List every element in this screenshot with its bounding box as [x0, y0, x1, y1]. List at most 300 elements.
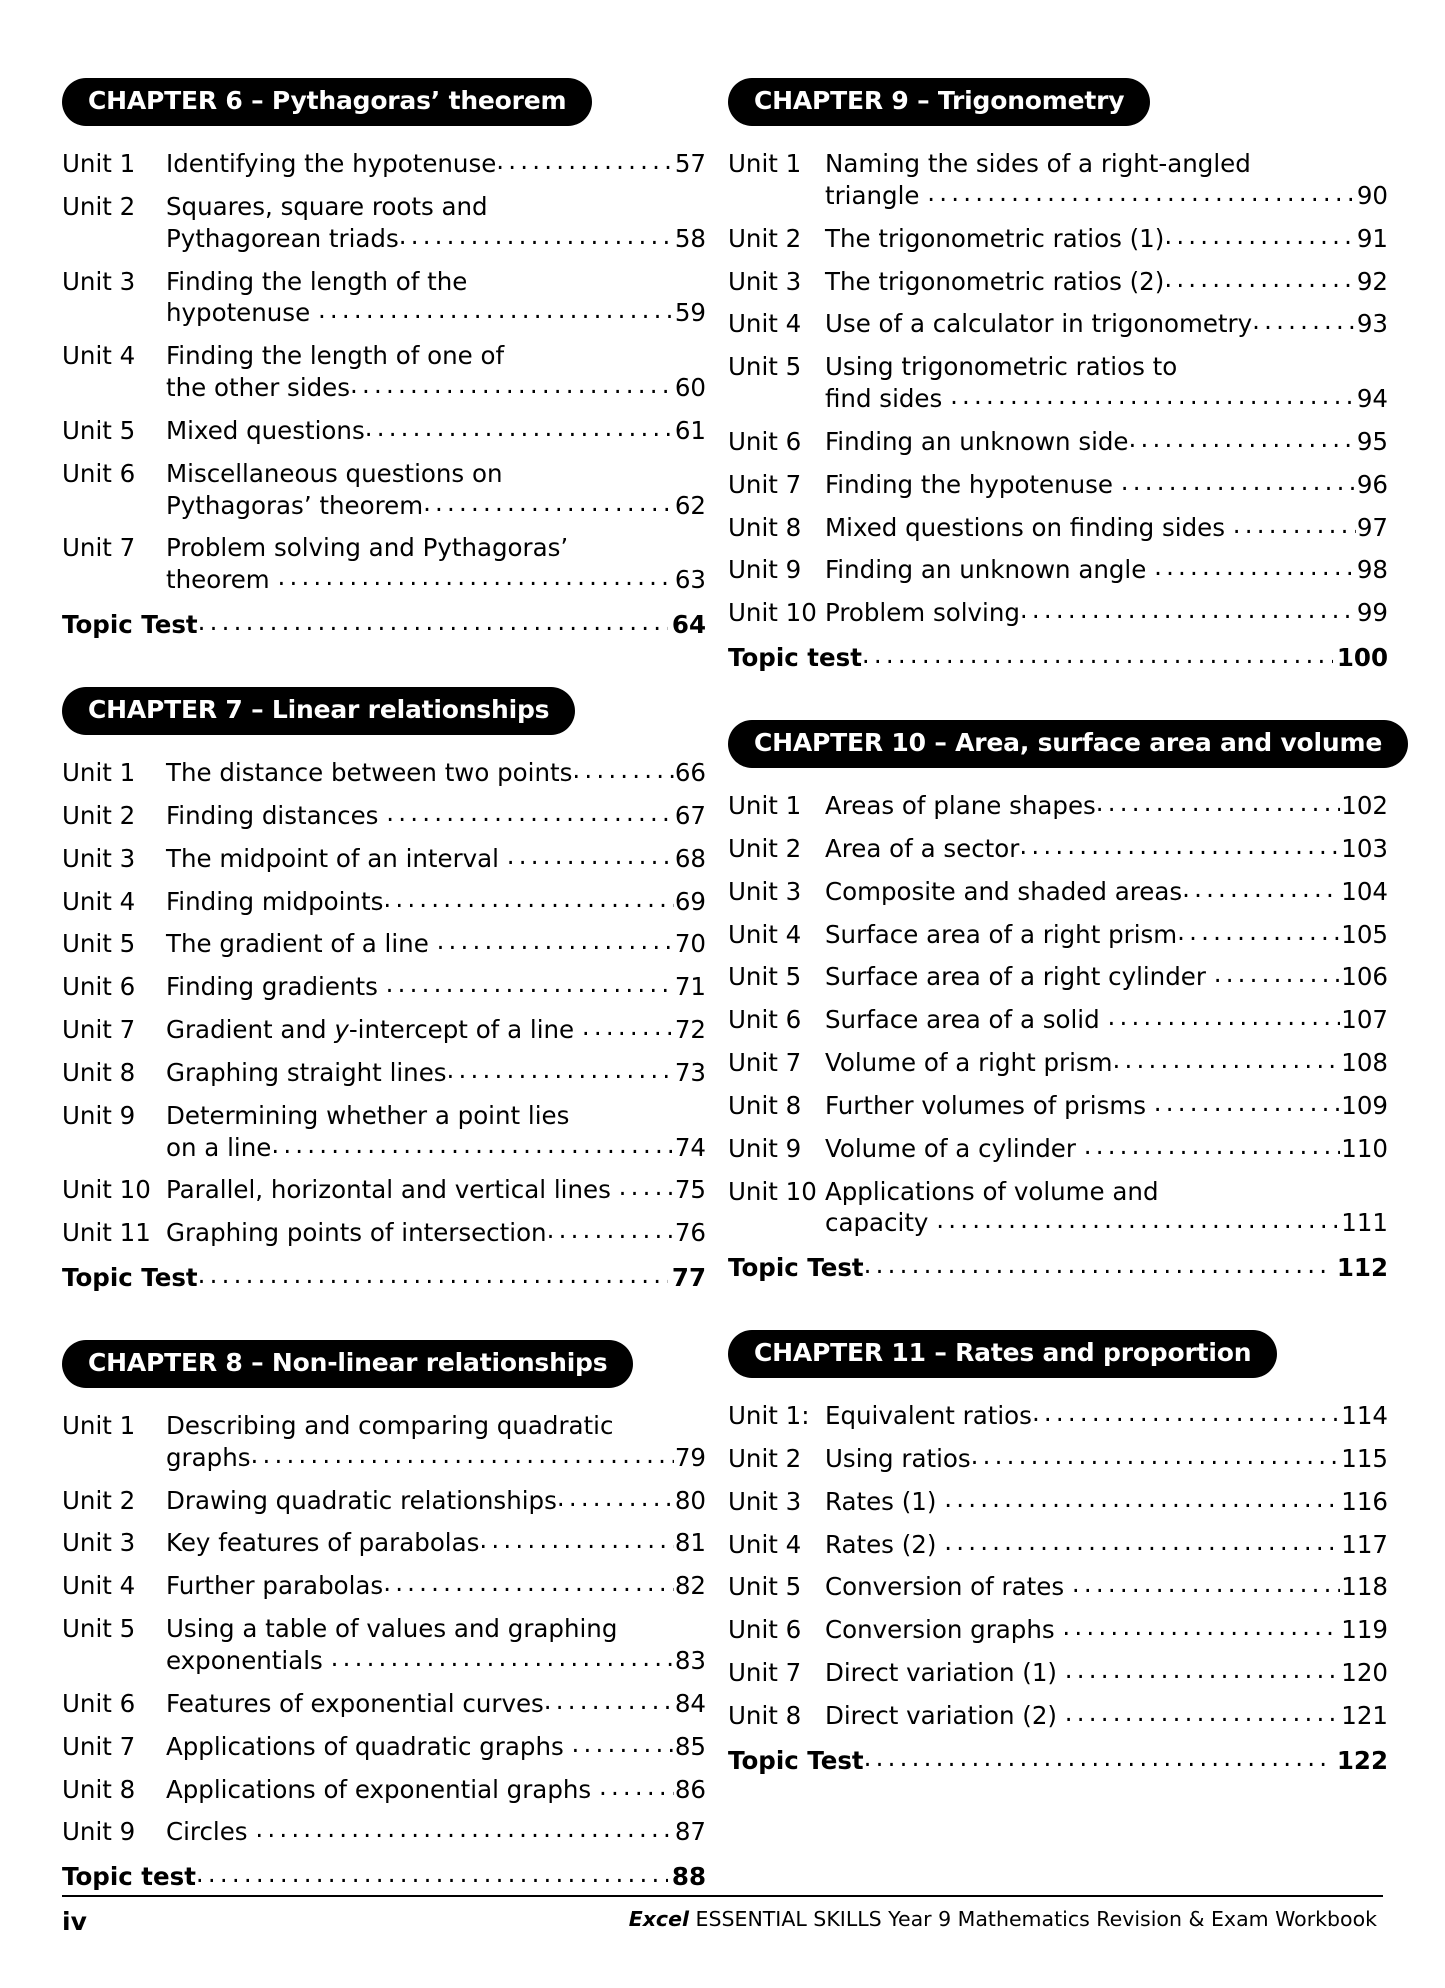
unit-title-leader-line — [166, 1442, 706, 1474]
unit-row — [62, 928, 706, 960]
page-number: 114 — [1341, 1401, 1388, 1431]
dot-leader — [277, 561, 673, 593]
unit-row — [62, 971, 706, 1003]
dot-leader — [944, 1526, 1340, 1558]
unit-label: Unit 4 — [728, 309, 802, 339]
chapter-heading-pill: CHAPTER 9 – Trigonometry — [728, 78, 1150, 126]
unit-title-leader-line — [825, 1004, 1388, 1036]
unit-title-leader-line — [166, 1774, 706, 1806]
unit-title: triangle — [825, 180, 928, 210]
unit-body — [166, 971, 706, 1003]
unit-title-leader-line — [166, 843, 706, 875]
unit-title-line1: Describing and comparing quadratic — [166, 1410, 614, 1440]
unit-body — [166, 458, 706, 522]
unit-row — [728, 554, 1388, 586]
dot-leader — [1062, 1611, 1340, 1643]
unit-row — [728, 961, 1388, 993]
unit-body — [166, 1100, 706, 1164]
unit-body — [825, 1176, 1388, 1240]
page-number: 91 — [1356, 223, 1388, 253]
unit-row — [728, 919, 1388, 951]
topic-test-body — [62, 1262, 706, 1294]
page-number: 90 — [1356, 180, 1388, 210]
unit-title-leader-line — [825, 597, 1388, 629]
topic-test-label: Topic test — [728, 643, 862, 673]
page-number: 80 — [674, 1485, 706, 1515]
page-number: 120 — [1341, 1658, 1388, 1688]
unit-row — [728, 1047, 1388, 1079]
unit-label: Unit 1 — [728, 790, 802, 820]
dot-leader — [365, 412, 674, 444]
topic-test-row — [728, 642, 1388, 674]
unit-title-leader-line — [166, 1014, 706, 1046]
unit-title: Applications of quadratic graphs — [166, 1731, 572, 1761]
unit-title: Features of exponential curves — [166, 1688, 544, 1718]
dot-leader — [1084, 1130, 1341, 1162]
dot-leader — [862, 639, 1333, 671]
unit-title-leader-line — [166, 1731, 706, 1763]
unit-label: Unit 1: — [728, 1401, 810, 1431]
page-number: 70 — [674, 929, 706, 959]
topic-test-row — [62, 609, 706, 641]
dot-leader — [944, 1483, 1340, 1515]
dot-leader — [350, 369, 674, 401]
unit-label: Unit 10 — [728, 1176, 817, 1206]
unit-label: Unit 2 — [728, 833, 802, 863]
unit-body — [166, 1527, 706, 1559]
dot-leader — [1252, 305, 1356, 337]
topic-test-label: Topic test — [62, 1862, 196, 1892]
unit-title-leader-line — [825, 223, 1388, 255]
unit-body — [825, 426, 1388, 458]
unit-title-leader-line — [166, 886, 706, 918]
unit-label: Unit 5 — [728, 962, 802, 992]
page-number: 63 — [674, 565, 706, 595]
unit-body — [166, 886, 706, 918]
page-number: 107 — [1341, 1005, 1388, 1035]
page-number: 115 — [1341, 1443, 1388, 1473]
unit-title: Composite and shaded areas — [825, 876, 1183, 906]
page-number: 111 — [1341, 1208, 1388, 1238]
unit-title: Surface area of a right cylinder — [825, 962, 1214, 992]
dot-leader — [1154, 1087, 1340, 1119]
page-number: 68 — [674, 843, 706, 873]
unit-title-leader-line — [166, 1688, 706, 1720]
unit-body — [166, 1688, 706, 1720]
unit-body — [825, 1400, 1388, 1432]
unit-label: Unit 8 — [728, 1090, 802, 1120]
unit-title-leader-line — [166, 1816, 706, 1848]
unit-row — [62, 1816, 706, 1848]
unit-body — [825, 919, 1388, 951]
dot-leader — [557, 1482, 674, 1514]
unit-row — [62, 1774, 706, 1806]
unit-row — [62, 800, 706, 832]
unit-row — [62, 1485, 706, 1517]
dot-leader — [399, 220, 674, 252]
unit-row — [62, 1174, 706, 1206]
unit-row — [62, 532, 706, 596]
unit-title-leader-line — [728, 1252, 1388, 1284]
unit-title: Drawing quadratic relationships — [166, 1485, 557, 1515]
dot-leader — [1019, 830, 1340, 862]
unit-body — [825, 266, 1388, 298]
unit-body — [825, 790, 1388, 822]
dot-leader — [950, 380, 1356, 412]
topic-test-body — [728, 642, 1388, 674]
unit-title-leader-line — [166, 1527, 706, 1559]
unit-title: Volume of a right prism — [825, 1048, 1113, 1078]
unit-row — [728, 1529, 1388, 1561]
unit-body — [166, 1410, 706, 1474]
unit-body — [825, 597, 1388, 629]
toc-columns — [62, 78, 1388, 1919]
unit-title: Mixed questions on finding sides — [825, 512, 1233, 542]
unit-title-leader-line — [825, 1571, 1388, 1603]
unit-title-leader-line — [62, 1262, 706, 1294]
page-number: 76 — [674, 1218, 706, 1248]
unit-title: Area of a sector — [825, 833, 1020, 863]
unit-label: Unit 7 — [728, 1658, 802, 1688]
unit-title-leader-line — [166, 928, 706, 960]
toc-left-column — [62, 78, 706, 1919]
unit-list — [728, 790, 1388, 1284]
page-number: 110 — [1341, 1133, 1388, 1163]
unit-title: capacity — [825, 1208, 937, 1238]
unit-title: Rates (2) — [825, 1529, 945, 1559]
unit-title-leader-line — [166, 372, 706, 404]
unit-title-line1: Finding the length of the — [166, 266, 468, 296]
page-number: 116 — [1341, 1486, 1388, 1516]
page-number: 79 — [674, 1442, 706, 1472]
page-number: 86 — [674, 1774, 706, 1804]
page-number: 119 — [1341, 1615, 1388, 1645]
unit-row — [728, 1657, 1388, 1689]
unit-title-leader-line — [62, 609, 706, 641]
unit-body — [166, 191, 706, 255]
unit-label: Unit 7 — [728, 1048, 802, 1078]
unit-title-leader-line — [825, 876, 1388, 908]
page-number: 112 — [1336, 1253, 1388, 1283]
unit-title: Graphing points of intersection — [166, 1218, 547, 1248]
unit-label: Unit 9 — [62, 1100, 136, 1130]
unit-body — [166, 1816, 706, 1848]
unit-body — [166, 148, 706, 180]
unit-row — [728, 351, 1388, 415]
unit-title: theorem — [166, 565, 278, 595]
page-footer — [62, 1895, 1383, 1936]
unit-title-leader-line — [166, 971, 706, 1003]
unit-body — [166, 340, 706, 404]
dot-leader — [572, 1728, 674, 1760]
unit-label: Unit 6 — [728, 1615, 802, 1645]
unit-body — [166, 843, 706, 875]
unit-body — [825, 1047, 1388, 1079]
page-number: 57 — [674, 149, 706, 178]
unit-body — [166, 1485, 706, 1517]
page-number: 77 — [671, 1263, 706, 1293]
dot-leader — [599, 1771, 674, 1803]
unit-body — [825, 223, 1388, 255]
topic-test-row — [62, 1262, 706, 1294]
page-number: 96 — [1356, 469, 1388, 499]
dot-leader — [1121, 466, 1356, 498]
chapter-heading-pill: CHAPTER 6 – Pythagoras’ theorem — [62, 78, 592, 126]
chapter-section — [62, 78, 706, 641]
dot-leader — [547, 1214, 674, 1246]
unit-title: Pythagoras’ theorem — [166, 490, 424, 520]
dot-leader — [1113, 1044, 1341, 1076]
unit-label: Unit 9 — [728, 1133, 802, 1163]
unit-body — [825, 1700, 1388, 1732]
dot-leader — [572, 754, 673, 786]
unit-row — [728, 266, 1388, 298]
topic-test-label: Topic Test — [62, 610, 198, 640]
unit-title: hypotenuse — [166, 298, 318, 328]
dot-leader — [619, 1171, 674, 1203]
page-number: 93 — [1356, 309, 1388, 339]
page-number: 87 — [674, 1817, 706, 1847]
unit-title-line1: Finding the length of one of — [166, 341, 505, 371]
dot-leader — [864, 1249, 1333, 1281]
unit-label: Unit 10 — [62, 1175, 151, 1205]
unit-title-leader-line — [166, 148, 706, 180]
unit-label: Unit 6 — [62, 1688, 136, 1718]
unit-body — [166, 1570, 706, 1602]
page-number: 122 — [1336, 1745, 1388, 1775]
dot-leader — [386, 797, 674, 829]
unit-title: Finding gradients — [166, 972, 386, 1002]
footer-brand: Excel — [628, 1907, 689, 1931]
unit-label: Unit 5 — [62, 929, 136, 959]
topic-test-row — [728, 1252, 1388, 1284]
unit-label: Unit 8 — [728, 1701, 802, 1730]
unit-list — [728, 1400, 1388, 1777]
unit-row — [62, 1570, 706, 1602]
dot-leader — [383, 1567, 674, 1599]
page-number: 64 — [671, 610, 706, 640]
topic-test-label: Topic Test — [62, 1263, 198, 1293]
page-number: 73 — [674, 1057, 706, 1087]
page-number: 75 — [674, 1175, 706, 1205]
page-number: 121 — [1341, 1701, 1388, 1730]
unit-row — [62, 1014, 706, 1046]
unit-title: Finding an unknown angle — [825, 555, 1155, 585]
unit-title: Applications of exponential graphs — [166, 1774, 599, 1804]
unit-list — [62, 757, 706, 1294]
unit-row — [728, 426, 1388, 458]
dot-leader — [1107, 1001, 1340, 1033]
unit-label: Unit 3 — [62, 1528, 136, 1558]
dot-leader — [1154, 551, 1356, 583]
unit-title-leader-line — [825, 919, 1388, 951]
unit-body — [166, 1731, 706, 1763]
unit-title: Finding an unknown side — [825, 426, 1129, 456]
dot-leader — [437, 925, 674, 957]
unit-title: Key features of parabolas — [166, 1528, 480, 1558]
unit-row — [728, 1571, 1388, 1603]
unit-row — [62, 757, 706, 789]
page-number: 67 — [674, 800, 706, 830]
page-number: 81 — [674, 1528, 706, 1558]
dot-leader — [447, 1054, 674, 1086]
unit-label: Unit 5 — [62, 1614, 136, 1644]
unit-body — [166, 532, 706, 596]
unit-row — [728, 1700, 1388, 1732]
unit-title: Surface area of a right prism — [825, 919, 1178, 949]
unit-label: Unit 8 — [62, 1057, 136, 1087]
page-number: 71 — [674, 972, 706, 1002]
unit-row — [62, 458, 706, 522]
page-number: 117 — [1341, 1529, 1388, 1559]
unit-title: Equivalent ratios — [825, 1401, 1032, 1431]
toc-right-column — [728, 78, 1388, 1803]
unit-title-leader-line — [825, 961, 1388, 993]
unit-body — [825, 308, 1388, 340]
unit-body — [825, 1614, 1388, 1646]
page-number: 74 — [674, 1132, 706, 1162]
page-number: 95 — [1356, 426, 1388, 456]
dot-leader — [386, 968, 674, 1000]
unit-label: Unit 6 — [62, 972, 136, 1002]
dot-leader — [1233, 509, 1356, 541]
page-number: 60 — [674, 373, 706, 403]
unit-row — [728, 223, 1388, 255]
unit-row — [728, 790, 1388, 822]
page-number: 59 — [674, 298, 706, 328]
unit-title: Identifying the hypotenuse — [166, 149, 497, 178]
page-number: 66 — [674, 757, 706, 787]
unit-title-leader-line — [825, 1400, 1388, 1432]
unit-title-line1: Using a table of values and graphing — [166, 1614, 618, 1644]
unit-title-leader-line — [825, 1657, 1388, 1689]
unit-label: Unit 5 — [62, 415, 136, 445]
unit-row — [728, 1486, 1388, 1518]
chapter-heading-pill: CHAPTER 11 – Rates and proportion — [728, 1330, 1277, 1378]
unit-title-leader-line — [166, 223, 706, 255]
unit-body — [825, 512, 1388, 544]
unit-label: Unit 2 — [728, 1443, 802, 1473]
chapter-section — [728, 720, 1388, 1284]
unit-row — [728, 1176, 1388, 1240]
unit-title-leader-line — [166, 1645, 706, 1677]
unit-body — [825, 469, 1388, 501]
dot-leader — [1065, 1654, 1340, 1686]
page-number: 106 — [1341, 962, 1388, 992]
unit-title-leader-line — [166, 1485, 706, 1517]
unit-label: Unit 4 — [728, 1529, 802, 1559]
unit-label: Unit 4 — [62, 1571, 136, 1601]
unit-body — [166, 928, 706, 960]
unit-label: Unit 7 — [728, 469, 802, 499]
unit-label: Unit 3 — [728, 876, 802, 906]
unit-body — [825, 148, 1388, 212]
dot-leader — [479, 1524, 673, 1556]
unit-title-leader-line — [825, 308, 1388, 340]
page-number: 85 — [674, 1731, 706, 1761]
unit-title-leader-line — [166, 564, 706, 596]
unit-body — [825, 1004, 1388, 1036]
unit-title-leader-line — [825, 1047, 1388, 1079]
unit-body — [825, 351, 1388, 415]
page-number: 92 — [1356, 266, 1388, 296]
dot-leader — [544, 1685, 674, 1717]
topic-test-body — [62, 1861, 706, 1893]
unit-title: Use of a calculator in trigonometry — [825, 309, 1253, 339]
page-number: 103 — [1341, 833, 1388, 863]
page-number: 83 — [674, 1646, 706, 1675]
page-number: 102 — [1341, 790, 1388, 820]
unit-label: Unit 6 — [728, 426, 802, 456]
page-number: 88 — [671, 1862, 706, 1892]
chapter-heading-pill: CHAPTER 10 – Area, surface area and volume — [728, 720, 1408, 768]
unit-title-leader-line — [825, 426, 1388, 458]
unit-body — [166, 266, 706, 330]
page-number: 61 — [674, 415, 706, 445]
dot-leader — [271, 1129, 673, 1161]
unit-title-line1: Determining whether a point lies — [166, 1100, 570, 1130]
unit-title: Finding the hypotenuse — [825, 469, 1121, 499]
unit-title-leader-line — [166, 490, 706, 522]
unit-title: Areas of plane shapes — [825, 790, 1096, 820]
unit-title: Conversion graphs — [825, 1615, 1063, 1645]
dot-leader — [1164, 263, 1355, 295]
unit-title: Further parabolas — [166, 1571, 384, 1601]
page-number: 104 — [1341, 876, 1388, 906]
topic-test-body — [728, 1252, 1388, 1284]
page-number: 58 — [674, 223, 706, 253]
unit-title: Rates (1) — [825, 1486, 945, 1516]
page-number: 72 — [674, 1015, 706, 1045]
page-number: 94 — [1356, 384, 1388, 414]
dot-leader — [1096, 787, 1340, 819]
unit-body — [166, 415, 706, 447]
unit-title: graphs — [166, 1442, 251, 1472]
dot-leader — [507, 840, 674, 872]
unit-title: Direct variation (2) — [825, 1701, 1065, 1730]
unit-label: Unit 8 — [728, 512, 802, 542]
unit-title-leader-line — [825, 1486, 1388, 1518]
unit-list — [62, 1410, 706, 1893]
dot-leader — [1072, 1568, 1340, 1600]
unit-row — [728, 1090, 1388, 1122]
unit-row — [728, 833, 1388, 865]
unit-row — [62, 1057, 706, 1089]
unit-title: Gradient and y-intercept of a line — [166, 1015, 582, 1045]
unit-title: Problem solving — [825, 598, 1020, 628]
page-number: 118 — [1341, 1572, 1388, 1602]
unit-title: Pythagorean triads — [166, 223, 399, 253]
unit-row — [728, 1400, 1388, 1432]
unit-label: Unit 2 — [62, 800, 136, 830]
unit-title: The trigonometric ratios (2) — [825, 266, 1165, 296]
dot-leader — [582, 1011, 674, 1043]
unit-label: Unit 8 — [62, 1774, 136, 1804]
unit-label: Unit 10 — [728, 598, 817, 628]
unit-title-leader-line — [825, 383, 1388, 415]
unit-list — [728, 148, 1388, 674]
dot-leader — [496, 145, 674, 177]
unit-title: Volume of a cylinder — [825, 1133, 1084, 1163]
page-number: 82 — [674, 1571, 706, 1601]
unit-title-leader-line — [825, 833, 1388, 865]
unit-title: Graphing straight lines — [166, 1057, 447, 1087]
unit-row — [62, 191, 706, 255]
unit-title-leader-line — [825, 1529, 1388, 1561]
unit-title: Circles — [166, 1817, 256, 1847]
unit-title: The trigonometric ratios (1) — [825, 223, 1165, 253]
chapter-section — [62, 687, 706, 1294]
